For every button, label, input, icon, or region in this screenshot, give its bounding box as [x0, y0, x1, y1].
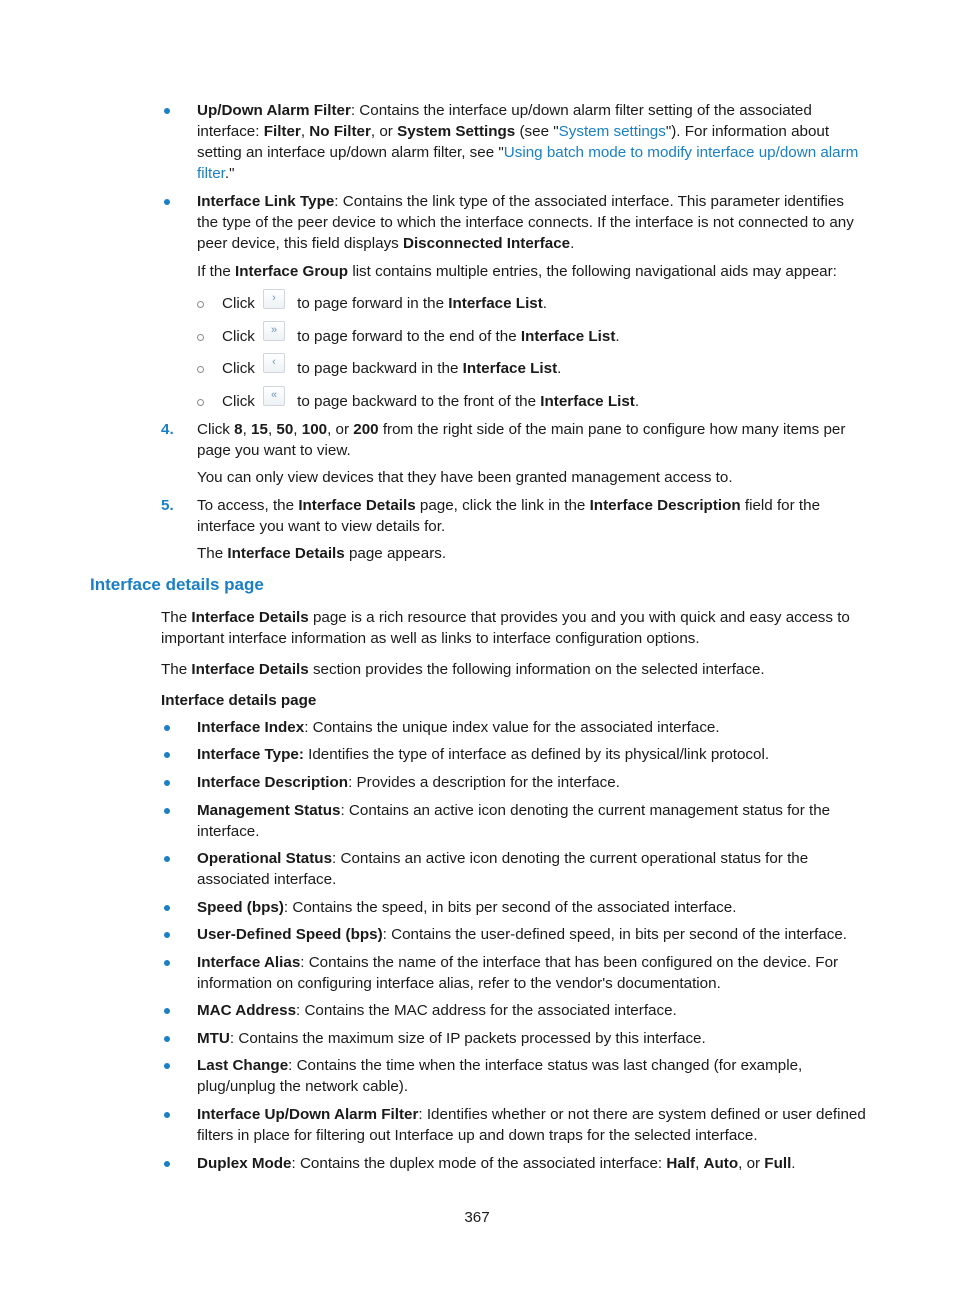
- list-item: Interface Type: Identifies the type of interface as defined by its physical/link protocol.: [197, 746, 770, 763]
- sub-bullet-icon: [197, 366, 204, 373]
- bullet-updown-alarm-filter: Up/Down Alarm Filter: Contains the interface up/down alarm filter setting of the associated interface: Filter, No Filter, or System Settings (see "System settings"). For information about setting an interface up/down alarm filter, see "Using batch mode to modify interface up/down alarm filter.": [197, 102, 859, 182]
- bullet-interface-link-type: Interface Link Type: Contains the link type of the associated interface. This parameter identifies the type of the peer device to which the interface connects. If the interface is not connected to any peer device, this field displays Disconnected Interface.: [197, 193, 854, 252]
- bullet-icon: [164, 1161, 170, 1167]
- page-backward-icon[interactable]: ‹: [263, 353, 285, 373]
- list-item: MTU: Contains the maximum size of IP packets processed by this interface.: [197, 1030, 706, 1047]
- step-5-text: To access, the Interface Details page, click the link in the Interface Description field for the interface you want to view details for.: [197, 497, 821, 535]
- system-settings-link[interactable]: System settings: [558, 123, 666, 140]
- bullet-icon: [164, 1063, 170, 1069]
- bullet-icon: [164, 108, 170, 114]
- nav-item-page-backward: Click to page backward in the Interface List.: [222, 360, 562, 377]
- nav-item-page-front: Click to page backward to the front of the Interface List.: [222, 393, 640, 410]
- list-item: Interface Index: Contains the unique index value for the associated interface.: [197, 719, 720, 736]
- list-item: Interface Description: Provides a description for the interface.: [197, 774, 620, 791]
- page-front-icon[interactable]: «: [263, 386, 285, 406]
- sub-heading: Interface details page: [161, 692, 317, 709]
- page-end-icon[interactable]: »: [263, 321, 285, 341]
- bullet-icon: [164, 1008, 170, 1014]
- nav-intro: If the Interface Group list contains multiple entries, the following navigational aids may appear:: [197, 263, 837, 280]
- step-number: 5.: [161, 497, 174, 514]
- bullet-icon: [164, 780, 170, 786]
- page-number: 367: [464, 1209, 490, 1226]
- list-item: Operational Status: Contains an active icon denoting the current operational status for the associated interface.: [197, 850, 809, 888]
- list-item: User-Defined Speed (bps): Contains the user-defined speed, in bits per second of the interface.: [197, 926, 848, 943]
- list-item: Last Change: Contains the time when the interface status was last changed (for example, plug/unplug the network cable).: [197, 1057, 803, 1095]
- section-paragraph-2: The Interface Details section provides the following information on the selected interface.: [161, 661, 765, 678]
- sub-bullet-icon: [197, 399, 204, 406]
- bullet-icon: [164, 752, 170, 758]
- step-4-note: You can only view devices that they have been granted management access to.: [197, 469, 733, 486]
- bullet-icon: [164, 1036, 170, 1042]
- list-item: Speed (bps): Contains the speed, in bits per second of the associated interface.: [197, 899, 737, 916]
- bullet-icon: [164, 808, 170, 814]
- step-5-note: The Interface Details page appears.: [197, 545, 447, 562]
- nav-item-page-forward: Click to page forward in the Interface List.: [222, 295, 548, 312]
- step-number: 4.: [161, 421, 174, 438]
- list-item: Management Status: Contains an active icon denoting the current management status for the interface.: [197, 802, 831, 840]
- bullet-icon: [164, 905, 170, 911]
- list-item: MAC Address: Contains the MAC address for the associated interface.: [197, 1002, 677, 1019]
- sub-bullet-icon: [197, 334, 204, 341]
- sub-bullet-icon: [197, 301, 204, 308]
- bullet-icon: [164, 199, 170, 205]
- nav-item-page-end: Click to page forward to the end of the Interface List.: [222, 328, 620, 345]
- bullet-icon: [164, 725, 170, 731]
- step-4-text: Click 8, 15, 50, 100, or 200 from the right side of the main pane to configure how many items per page you want to view.: [197, 421, 846, 459]
- bullet-icon: [164, 1112, 170, 1118]
- page-forward-icon[interactable]: ›: [263, 289, 285, 309]
- bullet-icon: [164, 960, 170, 966]
- list-item-duplex-mode: Duplex Mode: Contains the duplex mode of the associated interface: Half, Auto, or Full.: [197, 1155, 796, 1172]
- section-heading: Interface details page: [90, 575, 264, 594]
- list-item: Interface Alias: Contains the name of the interface that has been configured on the device. For information on configuring interface alias, refer to the vendor's documentation.: [197, 954, 839, 992]
- list-item: Interface Up/Down Alarm Filter: Identifies whether or not there are system defined or user defined filters in place for filtering out Interface up and down traps for the selected interface.: [197, 1106, 866, 1144]
- section-paragraph-1: The Interface Details page is a rich resource that provides you and you with quick and easy access to important interface information as well as links to interface configuration options.: [161, 609, 850, 647]
- bullet-icon: [164, 856, 170, 862]
- batch-mode-link[interactable]: Using batch mode to modify interface up/down alarm filter: [197, 144, 859, 182]
- bullet-icon: [164, 932, 170, 938]
